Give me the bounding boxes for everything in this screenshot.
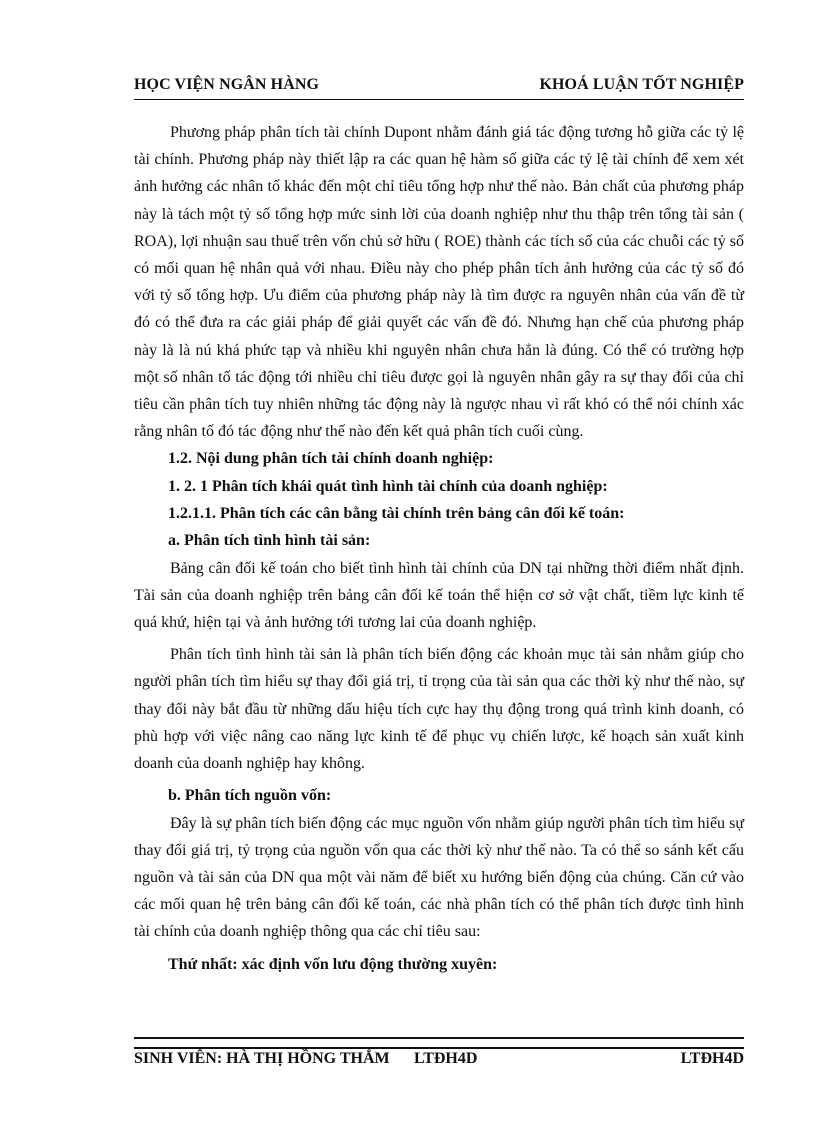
paragraph-asset-analysis: Phân tích tình hình tài sản là phân tích biến động các khoản mục tài sản nhằm giúp cho người phân tích tìm hiểu sự thay đổi giá trị, tỉ trọng của tài sản qua các thời kỳ như thế nào, sự thay đổi này bắt đầu từ những dấu hiệu tích cực hay thụ động trong quá trình kinh doanh, có phù hợp với việc nâng cao năng lực kinh tế để phục vụ chiến lược, kế hoạch sản xuất kinh doanh của doanh nghiệp hay không. (134, 646, 744, 773)
heading-working-capital: Thứ nhất: xác định vốn lưu động thường xuyên: (168, 955, 498, 973)
header-document-type: KHOÁ LUẬN TỐT NGHIỆP (539, 76, 744, 93)
footer-student-name: SINH VIÊN: HÀ THỊ HỒNG THẮM (134, 1050, 390, 1067)
heading-1-2-1-1: 1.2.1.1. Phân tích các cân bằng tài chính trên bảng cân đối kế toán: (168, 505, 625, 523)
paragraph-dupont: Phương pháp phân tích tài chính Dupont nhằm đánh giá tác động tương hỗ giữa các tỷ lệ tài chính. Phương pháp này thiết lập ra các quan hệ hàm số giữa các tỷ lệ tài chính để xem xét ảnh hưởng các nhân tố khác đến một chỉ tiêu tổng hợp như thế nào. Bản chất của phương pháp này là tách một tỷ số tổng hợp mức sinh lời của doanh nghiệp như thu thập trên tổng tài sản ( ROA), lợi nhuận sau thuế trên vốn chủ sở hữu ( ROE) thành các tích số của các chuỗi các tỷ số có mối quan hệ nhân quả với nhau. Điều này cho phép phân tích ảnh hưởng của các tỷ số đó với tỷ số tổng hợp. Ưu điểm của phương pháp này là tìm được ra nguyên nhân của vấn đề từ đó có thể đưa ra các giải pháp để giải quyết các vấn đề đó. Nhưng hạn chế của phương pháp này là là nú khá phức tạp và nhiều khi nguyên nhân chưa hẳn là đúng. Có thể có trường hợp một số nhân tố tác động tới nhiều chỉ tiêu được gọi là nguyên nhân gây ra sự thay đổi của chỉ tiêu cần phân tích tuy nhiên những tác động này là ngược nhau vì rất khó có thể nói chính xác rằng nhân tố đó tác động như thế nào đến kết quả phân tích cuối cùng. (134, 124, 744, 441)
heading-a-assets: a. Phân tích tình hình tài sản: (168, 532, 371, 550)
footer-class-code-right: LTĐH4D (680, 1050, 744, 1067)
paragraph-capital-analysis: Đây là sự phân tích biến động các mục nguồn vốn nhằm giúp người phân tích tìm hiểu sự thay đổi giá trị, tỷ trọng của nguồn vốn qua các thời kỳ như thế nào. Ta có thể so sánh kết cấu nguồn và tài sản của DN qua một vài năm để biết xu hướng biến động của chúng. Căn cứ vào các mối quan hệ trên bảng cân đối kế toán, các nhà phân tích có thể phân tích được tình hình tài chính của doanh nghiệp thông qua các chỉ tiêu sau: (134, 814, 744, 941)
heading-1-2-1: 1. 2. 1 Phân tích khái quát tình hình tài chính của doanh nghiệp: (168, 477, 608, 495)
page-header (134, 70, 744, 94)
footer-class-code: LTĐH4D (414, 1050, 478, 1067)
header-divider (134, 99, 744, 100)
page-footer (134, 1050, 744, 1076)
heading-1-2: 1.2. Nội dung phân tích tài chính doanh nghiệp: (168, 450, 494, 468)
header-institution: HỌC VIỆN NGÂN HÀNG (134, 76, 320, 93)
heading-b-capital: b. Phân tích nguồn vốn: (168, 787, 332, 805)
footer-divider (134, 1037, 744, 1049)
paragraph-balance-sheet: Bảng cân đối kế toán cho biết tình hình tài chính của DN tại những thời điểm nhất định. Tài sản của doanh nghiệp trên bảng cân đối kế toán thể hiện cơ sở vật chất, tiềm lực kinh tế quá khứ, hiện tại và ảnh hưởng tới tương lai của doanh nghiệp. (134, 559, 744, 632)
page-body (134, 119, 744, 978)
